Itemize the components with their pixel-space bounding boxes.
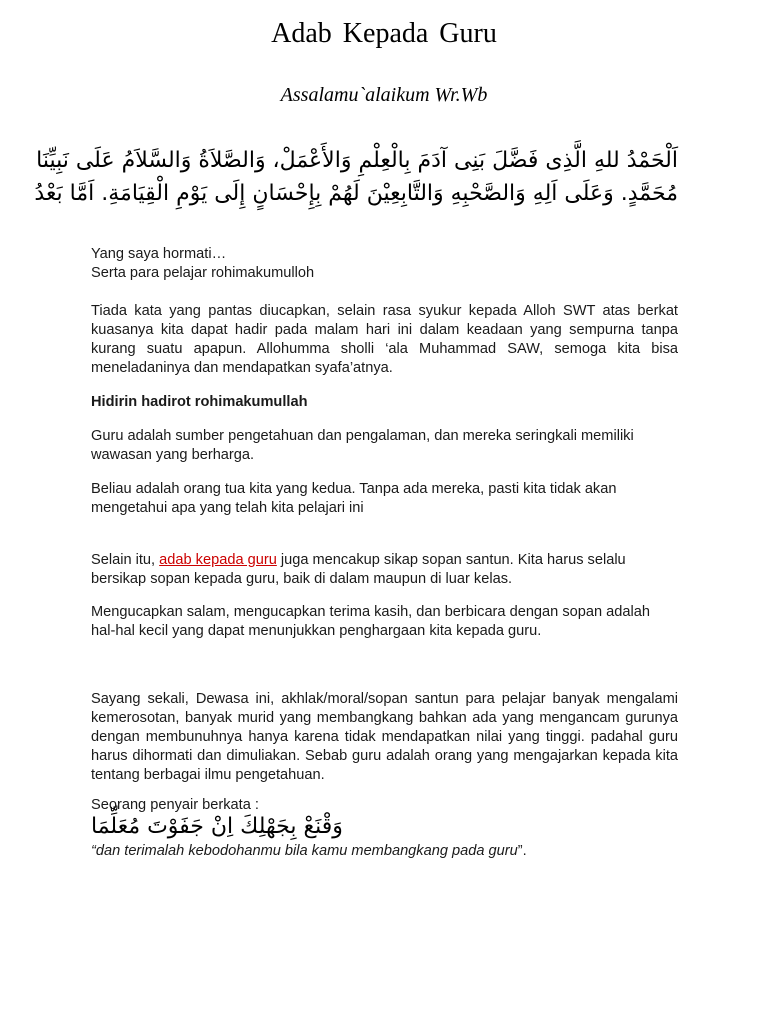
arabic-opening-line-1: اَلْحَمْدُ للهِ الَّذِى فَضَّلَ بَنِى آدَمَ بِالْعِلْمِ وَالأَعْمَلْ، وَالصَّلاَةُ وَالسَّلاَمُ عَلَى نَبِيِّنَا <box>36 148 678 173</box>
salutation-line-1: Yang saya hormati… <box>91 246 227 262</box>
paragraph-greeting-habits: Mengucapkan salam, mengucapkan terima kasih, dan berbicara dengan sopan adalah hal-hal kecil yang dapat menunjukkan penghargaan kita kepada guru. <box>91 604 650 639</box>
paragraph-second-parent: Beliau adalah orang tua kita yang kedua. Tanpa ada mereka, pasti kita tidak akan mengetahui apa yang telah kita pelajari ini <box>91 481 617 516</box>
paragraph-adab-lead: Selain itu, <box>91 552 160 568</box>
subheading: Hidirin hadirot rohimakumullah <box>91 394 308 410</box>
paragraph-adab-rest: juga mencakup sikap sopan santun. Kita harus selalu bersikap sopan kepada guru, baik di dalam maupun di luar kelas. <box>91 552 626 587</box>
paragraph-gratitude: Tiada kata yang pantas diucapkan, selain rasa syukur kepada Alloh SWT atas berkat kuasanya kita dapat hadir pada malam hari ini dalam keadaan yang sempurna tanpa kurang suatu apapun. Allohumma sholli ‘ala Muhammad SAW, semoga kita bisa meneladaninya dan mendapatkan syafa’atnya. <box>91 303 678 376</box>
poem-translation-text: “dan terimalah kebodohanmu bila kamu membangkang pada guru <box>91 843 518 859</box>
adab-kepada-guru-link[interactable]: adab kepada guru <box>159 552 277 568</box>
salutation-line-2: Serta para pelajar rohimakumulloh <box>91 265 315 281</box>
poem-arabic: وَقْنَعْ بِجَهْلِكَ اِنْ جَفَوْتَ مُعَلِّمَا <box>91 814 343 839</box>
poem-translation <box>91 842 678 861</box>
paragraph-guru-source: Guru adalah sumber pengetahuan dan pengalaman, dan mereka seringkali memiliki wawasan yang berharga. <box>91 428 634 463</box>
document-title: Adab Kepada Guru <box>271 18 497 49</box>
greeting: Assalamu`alaikum Wr.Wb <box>280 84 488 106</box>
poet-intro: Seorang penyair berkata : <box>91 797 259 813</box>
paragraph-adab <box>91 551 678 589</box>
paragraph-decline: Sayang sekali, Dewasa ini, akhlak/moral/sopan santun para pelajar banyak mengalami kemerosotan, banyak murid yang membangkang bahkan ada yang mengancam gurunya dengan membunuhnya hanya karena tidak mendapatkan nilai yang tinggi. padahal guru harus dihormati dan dimuliakan. Sebab guru adalah orang yang mengajarkan kepada kita tentang berbagai ilmu pengetahuan. <box>91 691 678 783</box>
arabic-opening-line-2: مُحَمَّدٍ. وَعَلَى اَلِهِ وَالصَّحْبِهِ وَالتَّابِعِيْنَ لَهُمْ بِإِحْسَانٍ إِلَى يَوْمِ الْقِيَامَةِ. اَمَّا بَعْدُ <box>34 181 678 206</box>
poem-translation-end: ”. <box>517 843 527 859</box>
